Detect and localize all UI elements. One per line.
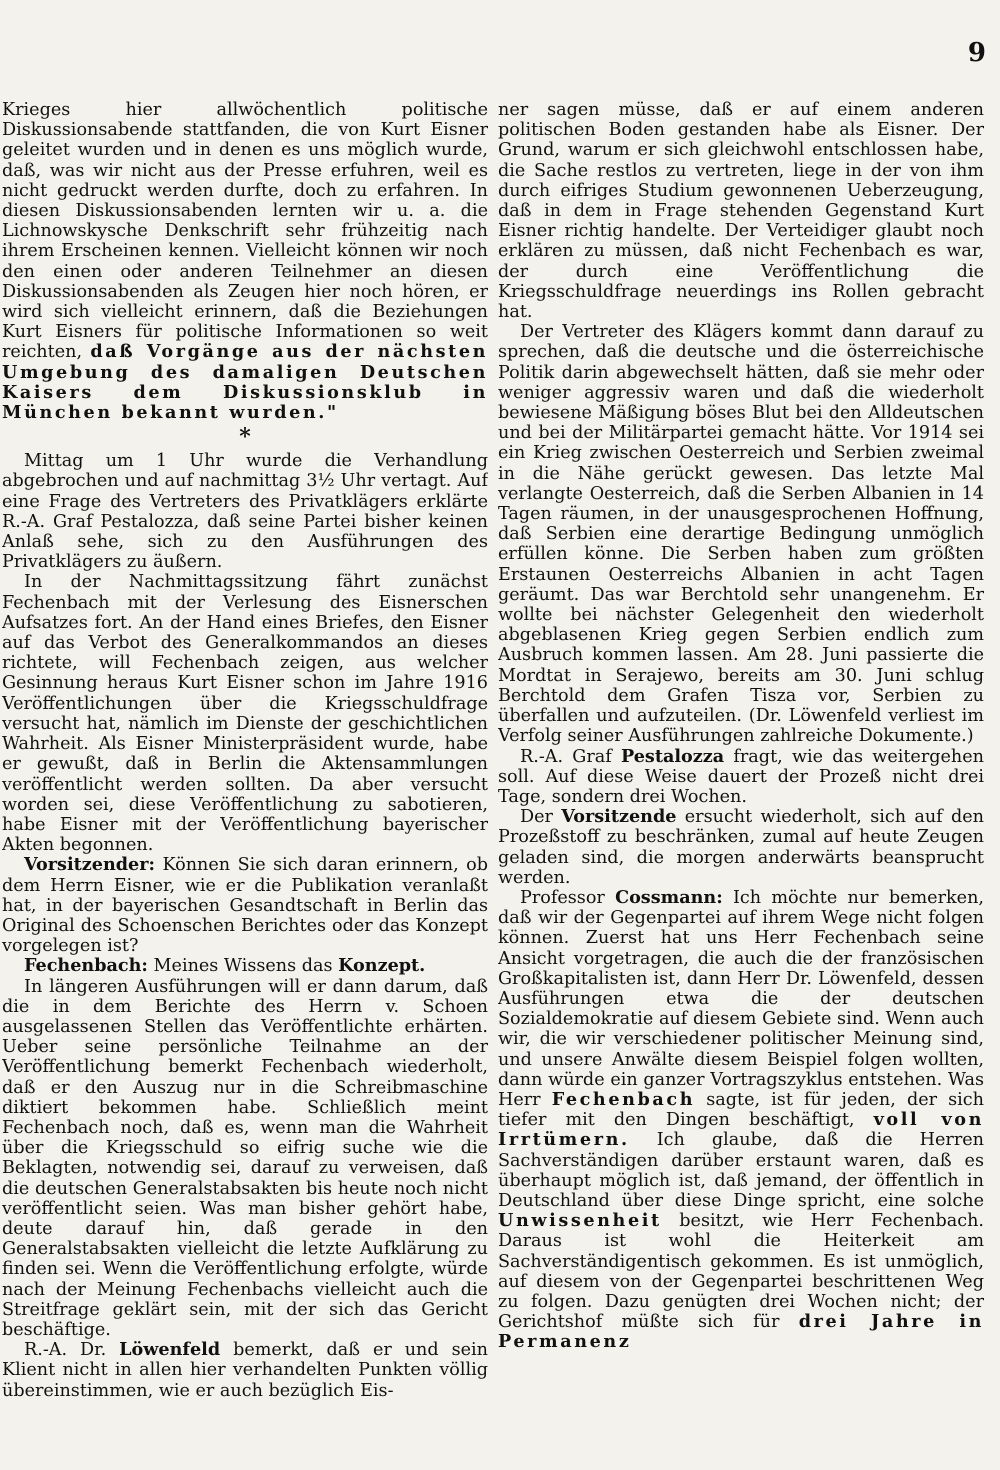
paragraph-text: Können Sie sich daran erinnern, ob dem Herrn Eisner, wie er die Publikation veranlaßt hat, in der bayerischen Gesandtschaft in Berlin das Original des Schoenschen Berichtes oder das Konzept vorgelegen ist? [2,855,488,957]
paragraph [498,747,984,808]
emphasized-word: Fechenbach [551,1088,696,1110]
paragraph: ner sagen müsse, daß er auf einem anderen politischen Boden gestanden habe als Eisner. Der Grund, warum er sich gleichwohl entschlossen habe, die Sache restlos zu vertreten, liege in der von ihm durch eifriges Studium gewonnenen Ueberzeugung, daß in dem in Frage stehenden Gegenstand Kurt Eisner richtig handelte. Der Verteidiger glaubt noch erklären zu müssen, daß nicht Fechenbach es war, der durch eine Veröffentlichung die Kriegsschuldfrage neuerdings ins Rollen gebracht hat. [498,100,984,323]
paragraph-text: Meines Wissens das [147,956,339,977]
paragraph: Der Vertreter des Klägers kommt dann darauf zu sprechen, daß die deutsche und die österreichische Politik darin abgewechselt hätten, daß sie mehr oder weniger aggressiv waren und daß die wiederholt bewiesene Mäßigung böses Blut bei den Alldeutschen und bei der Militärpartei gemacht hätte. Vor 1914 sei ein Krieg zwischen Oesterreich und Serbien zweimal in die Nähe gerückt gewesen. Das letzte Mal verlangte Oesterreich, daß die Serben Albanien in 14 Tagen räumen, in der unausgesprochenen Hoffnung, daß Serbien eine derartige Bedingung unmöglich erfüllen könne. Die Serben haben zum größten Erstaunen Oesterreichs Albanien in acht Tagen geräumt. Das war Berchtold sehr unangenehm. Er wollte bei nächster Gelegenheit den wiederholt abgeblasenen Krieg gegen Serbien endlich zum Ausbruch kommen lassen. Am 28. Juni passierte die Mordtat in Serajewo, bereits am 30. Juni schlug Berchtold dem Grafen Tisza vor, Serbien zu überfallen und aufzuteilen. (Dr. Löwenfeld verliest im Verfolg seiner Ausführungen zahlreiche Dokumente.) [498,322,984,747]
paragraph-text: Ich möchte nur bemerken, daß wir der Gegenpartei auf ihrem Wege nicht folgen können. Zuerst hat uns Herr Fechenbach seine Ansicht vorgetragen, die auch die der französischen Großkapitalisten ist, dann Herr Dr. Löwenfeld, dessen Ausführungen etwa die der deutschen Sozialdemokratie auf diesem Gebiete sind. Wenn auch wir, die wir verschiedener politischer Meinung sind, und unsere Anwälte diesem Beispiel folgen wollten, dann würde ein ganzer Vortragszyklus entstehen. Was Herr [498,887,984,1110]
paragraph-text: fragt, wie das weitergehen soll. Auf diese Weise dauert der Prozeß nicht drei Tage, sondern drei Wochen. [498,746,984,807]
paragraph [498,888,984,1353]
paragraph: In der Nachmittagssitzung fährt zunächst Fechenbach mit der Verlesung des Eisnerschen Aufsatzes fort. An der Hand eines Briefes, den Eisner auf das Verbot des Generalkommandos an dieses richtete, will Fechenbach zeigen, aus welcher Gesinnung heraus Kurt Eisner schon im Jahre 1916 Veröffentlichungen über die Kriegsschuldfrage versucht hat, nämlich im Dienste der geschichtlichen Wahrheit. Als Eisner Ministerpräsident wurde, habe er gewußt, daß in Berlin die Aktensammlungen veröffentlicht werden sollten. Da aber versucht worden sei, diese Veröffentlichung zu sabotieren, habe Eisner mit der Veröffentlichung bayerischer Akten begonnen. [2,572,488,856]
text-columns [2,100,984,1460]
speaker-name: Löwenfeld [119,1339,221,1361]
speaker-name: Vorsitzende [561,806,677,828]
section-separator: * [239,424,251,451]
paragraph-text: R.-A. Dr. [24,1340,120,1361]
paragraph [2,100,488,423]
right-column [498,100,984,1460]
page-number: 9 [967,38,986,68]
paragraph-text: R.-A. Graf [520,746,621,767]
paragraph-text: Krieges hier allwöchentlich politische Diskussionsabende stattfanden, die von Kurt Eisner geleitet wurden und in denen es uns möglich wurde, daß, was wir nicht aus der Presse erfuhren, weil es nicht gedruckt werden durfte, doch zu erfahren. In diesen Diskussionsabenden lernten wir u. a. die Lichnowskysche Denkschrift sehr frühzeitig nach ihrem Erscheinen kennen. Vielleicht können wir noch den einen oder anderen Teilnehmer an diesen Diskussionsabenden als Zeugen hier noch hören, er wird sich vielleicht erinnern, daß die Beziehungen Kurt Eisners für politische Informationen so weit reichten, [2,100,488,363]
paragraph [2,1340,488,1401]
paragraph-text: sagte, ist für jeden, der sich tiefer mit den Dingen beschäftigt, [498,1089,984,1131]
paragraph-text: besitzt, wie Herr Fechenbach. Daraus ist wohl die Heiterkeit am Sachverständigentisch gekommen. Es ist unmöglich, auf diesem von der Gegenpartei beschrittenen Weg zu folgen. Dazu genügten drei Wochen nicht; der Gerichtshof müßte sich für [498,1211,984,1333]
paragraph [2,956,488,976]
paragraph [498,807,984,888]
speaker-name: Pestalozza [620,745,725,767]
speaker-name: Fechenbach: [24,955,148,977]
emphasized-word: drei Jahre in Permanenz [498,1311,984,1353]
paragraph-text: Ich glaube, daß die Herren Sachverständigen darüber erstaunt waren, daß es überhaupt möglich ist, daß jemand, der öffentlich in Deutschland über diese Dinge spricht, eine solche [498,1130,984,1211]
paragraph: Mittag um 1 Uhr wurde die Verhandlung abgebrochen und auf nachmittag 3½ Uhr vertagt. Auf eine Frage des Vertreters des Privatklägers erklärte R.-A. Graf Pestalozza, daß seine Partei bisher keinen Anlaß sehe, sich zu den Ausführungen des Privatklägers zu äußern. [2,451,488,573]
emphasized-word: Unwissenheit [498,1210,662,1232]
emphasized-word: Konzept. [338,955,426,977]
speaker-name: Vorsitzender: [24,854,155,876]
left-column [2,100,488,1460]
paragraph-text: bemerkt, daß er und sein Klient nicht in allen hier verhandelten Punkten völlig übereinstimmen, wie er auch bezüglich Eis- [2,1340,488,1401]
paragraph: In längeren Ausführungen will er dann darum, daß die in dem Berichte des Herrn v. Schoen ausgelassenen Stellen das Veröffentlichte erhärten. Ueber seine persönliche Teilnahme an der Veröffentlichung bemerkt Fechenbach wiederholt, daß er den Auszug nur in die Schreibmaschine diktiert bekommen habe. Schließlich meint Fechenbach noch, daß es, wenn man die Wahrheit über die Kriegsschuld so eifrig suche wie die Beklagten, notwendig sei, darauf zu verweisen, daß die deutschen Generalstabsakten bis heute noch nicht veröffentlicht seien. Was man bisher gehört habe, deute darauf hin, daß gerade in den Generalstabsakten vielleicht die letzte Aufklärung zu finden sei. Wenn die Veröffentlichung erfolgte, würde nach der Meinung Fechenbachs vielleicht auch die Streitfrage geklärt sein, mit der sich das Gericht beschäftige. [2,976,488,1340]
emphasized-word: voll von Irrtümern. [498,1109,984,1151]
paragraph-text: Der [520,807,562,828]
paragraph [2,855,488,956]
emphasized-quote: daß Vorgänge aus der nächsten Umgebung des damaligen Deutschen Kaisers dem Diskussionsklub in München bekannt wurden." [2,341,488,424]
speaker-name: Cossmann: [615,886,723,908]
paragraph-text: Professor [520,887,616,908]
paragraph-text: ersucht wiederholt, sich auf den Prozeßstoff zu beschränken, zumal auf heute Zeugen geladen sind, die morgen anderwärts beansprucht werden. [498,807,984,888]
